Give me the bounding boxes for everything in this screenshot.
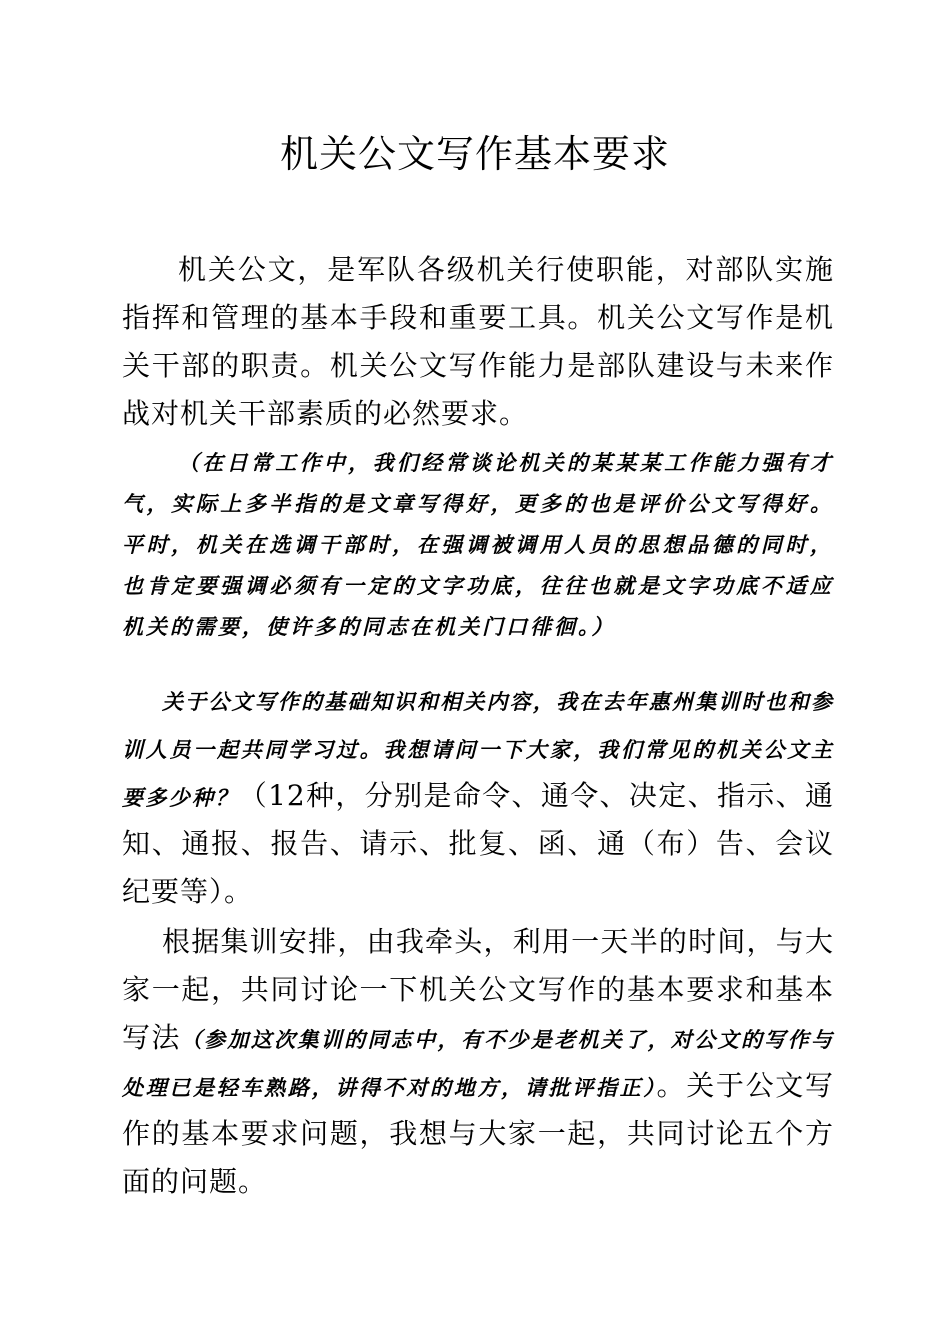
paragraph-plan — [122, 918, 834, 1206]
plan-note: （参加这次集训的同志中，有不少是老机关了，对公文的写作与处理已是轻车熟路，讲得不对的地方，请批评指正） — [122, 1027, 834, 1100]
document-title: 机关公文写作基本要求 — [279, 132, 670, 176]
paragraph-note: （在日常工作中，我们经常谈论机关的某某某工作能力强有才气，实际上多半指的是文章写得好，更多的也是评价公文写得好。平时，机关在选调干部时，在强调被调用人员的思想品德的同时，也肯定要强调必须有一定的文字功底，往往也就是文字功底不适应机关的需要，使许多的同志在机关门口徘徊。） — [122, 450, 834, 639]
plan-text-end: 。关于公文写作的基本要求问题，我想与大家一起，共同讨论五个方面的问题。 — [122, 1069, 834, 1198]
question-text: 关于公文写作的基础知识和相关内容，我在去年惠州集训时也和参训人员一起共同学习过。我想请问一下大家，我们常见的机关公文主要多少种？ — [122, 689, 834, 810]
answer-text: （12种，分别是命令、通令、决定、指示、通知、通报、报告、请示、批复、函、通（布）告、会议纪要等）。 — [122, 779, 834, 908]
paragraph-question — [122, 676, 834, 916]
plan-text-start: 根据集训安排，由我牵头，利用一天半的时间，与大家一起，共同讨论一下机关公文写作的基本要求和基本写法 — [122, 925, 834, 1054]
paragraph-intro: 机关公文，是军队各级机关行使职能，对部队实施指挥和管理的基本手段和重要工具。机关公文写作是机关干部的职责。机关公文写作能力是部队建设与未来作战对机关干部素质的必然要求。 — [122, 253, 834, 430]
